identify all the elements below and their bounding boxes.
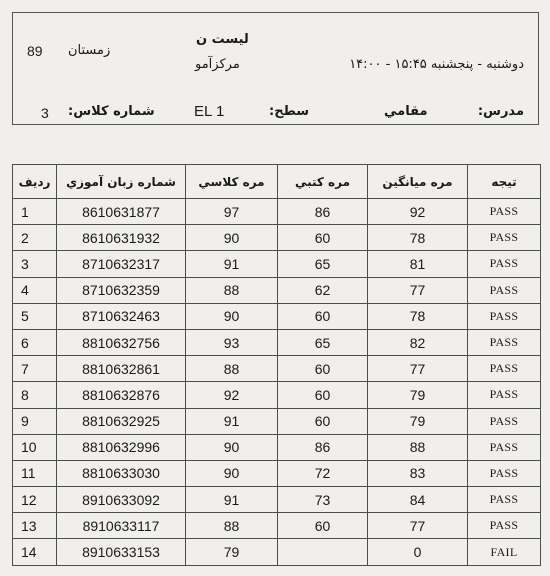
table-row <box>13 251 541 277</box>
result-badge: PASS <box>468 199 541 225</box>
student-id: 8710632359 <box>57 277 186 303</box>
class-score: 97 <box>186 199 278 225</box>
student-id: 8710632463 <box>57 303 186 329</box>
teacher-label: مدرس: <box>477 104 524 119</box>
written-score: 60 <box>278 356 368 382</box>
average-score: 77 <box>368 277 468 303</box>
student-id: 8810632925 <box>57 408 186 434</box>
average-score: 83 <box>368 460 468 486</box>
student-id: 8710632317 <box>57 251 186 277</box>
row-number: 10 <box>13 434 57 460</box>
average-score: 82 <box>368 329 468 355</box>
row-number: 5 <box>13 303 57 329</box>
header-box <box>12 12 539 125</box>
written-score: 60 <box>278 382 368 408</box>
table-row <box>13 225 541 251</box>
result-badge: PASS <box>468 303 541 329</box>
written-score: 60 <box>278 303 368 329</box>
student-id: 8810633030 <box>57 460 186 486</box>
result-badge: PASS <box>468 251 541 277</box>
written-score <box>278 539 368 565</box>
table-row <box>13 277 541 303</box>
written-score: 60 <box>278 225 368 251</box>
table-row <box>13 408 541 434</box>
col-header-result: تيجه <box>468 165 541 199</box>
table-row <box>13 329 541 355</box>
class-score: 92 <box>186 382 278 408</box>
table-row <box>13 487 541 513</box>
result-badge: PASS <box>468 460 541 486</box>
written-score: 65 <box>278 329 368 355</box>
class-score: 91 <box>186 487 278 513</box>
col-header-row: رديف <box>13 165 57 199</box>
class-score: 93 <box>186 329 278 355</box>
row-number: 7 <box>13 356 57 382</box>
grades-table <box>12 164 541 566</box>
row-number: 13 <box>13 513 57 539</box>
grades-table-wrap <box>12 164 541 566</box>
average-score: 79 <box>368 408 468 434</box>
result-badge: PASS <box>468 225 541 251</box>
result-badge: PASS <box>468 382 541 408</box>
list-title: لیست ن <box>196 32 249 47</box>
level-label: سطح: <box>269 104 310 119</box>
result-badge: PASS <box>468 356 541 382</box>
class-score: 88 <box>186 513 278 539</box>
row-number: 6 <box>13 329 57 355</box>
written-score: 72 <box>278 460 368 486</box>
table-row <box>13 460 541 486</box>
row-number: 4 <box>13 277 57 303</box>
class-score: 91 <box>186 408 278 434</box>
season-label: زمستان <box>68 43 111 58</box>
student-id: 8610631877 <box>57 199 186 225</box>
result-badge: PASS <box>468 329 541 355</box>
student-id: 8810632756 <box>57 329 186 355</box>
written-score: 62 <box>278 277 368 303</box>
written-score: 60 <box>278 513 368 539</box>
table-row <box>13 434 541 460</box>
written-score: 73 <box>278 487 368 513</box>
table-row <box>13 539 541 565</box>
row-number: 14 <box>13 539 57 565</box>
average-score: 84 <box>368 487 468 513</box>
average-score: 77 <box>368 513 468 539</box>
student-id: 8910633117 <box>57 513 186 539</box>
row-number: 3 <box>13 251 57 277</box>
written-score: 60 <box>278 408 368 434</box>
average-score: 78 <box>368 225 468 251</box>
table-header-row <box>13 165 541 199</box>
average-score: 78 <box>368 303 468 329</box>
class-score: 90 <box>186 434 278 460</box>
result-badge: PASS <box>468 408 541 434</box>
center-name: مرکزآمو <box>195 57 240 72</box>
result-badge: PASS <box>468 434 541 460</box>
student-id: 8910633092 <box>57 487 186 513</box>
class-number-label: شماره کلاس: <box>68 104 155 119</box>
average-score: 88 <box>368 434 468 460</box>
student-id: 8810632996 <box>57 434 186 460</box>
row-number: 1 <box>13 199 57 225</box>
student-id: 8610631932 <box>57 225 186 251</box>
class-score: 88 <box>186 356 278 382</box>
average-score: 0 <box>368 539 468 565</box>
table-row <box>13 199 541 225</box>
table-row <box>13 356 541 382</box>
row-number: 2 <box>13 225 57 251</box>
col-header-student-id: شماره زبان آموزي <box>57 165 186 199</box>
class-score: 91 <box>186 251 278 277</box>
level-value: EL 1 <box>194 103 225 120</box>
class-score: 90 <box>186 460 278 486</box>
record-code: 89 <box>27 43 43 59</box>
result-badge: FAIL <box>468 539 541 565</box>
result-badge: PASS <box>468 277 541 303</box>
class-score: 90 <box>186 225 278 251</box>
teacher-name: مقامي <box>384 104 428 119</box>
table-row <box>13 303 541 329</box>
col-header-average: مره ميانگين <box>368 165 468 199</box>
col-header-class-score: مره كلاسي <box>186 165 278 199</box>
written-score: 86 <box>278 199 368 225</box>
schedule-text: دوشنبه - پنجشنبه ۱۵:۴۵ - ۱۴:۰۰ <box>349 57 524 72</box>
written-score: 86 <box>278 434 368 460</box>
average-score: 79 <box>368 382 468 408</box>
class-score: 90 <box>186 303 278 329</box>
class-score: 79 <box>186 539 278 565</box>
result-badge: PASS <box>468 513 541 539</box>
average-score: 81 <box>368 251 468 277</box>
class-number-value: 3 <box>41 105 49 121</box>
student-id: 8810632876 <box>57 382 186 408</box>
row-number: 8 <box>13 382 57 408</box>
row-number: 9 <box>13 408 57 434</box>
student-id: 8910633153 <box>57 539 186 565</box>
table-row <box>13 513 541 539</box>
row-number: 12 <box>13 487 57 513</box>
average-score: 77 <box>368 356 468 382</box>
student-id: 8810632861 <box>57 356 186 382</box>
class-score: 88 <box>186 277 278 303</box>
table-row <box>13 382 541 408</box>
col-header-written-score: مره كتبي <box>278 165 368 199</box>
written-score: 65 <box>278 251 368 277</box>
average-score: 92 <box>368 199 468 225</box>
row-number: 11 <box>13 460 57 486</box>
result-badge: PASS <box>468 487 541 513</box>
